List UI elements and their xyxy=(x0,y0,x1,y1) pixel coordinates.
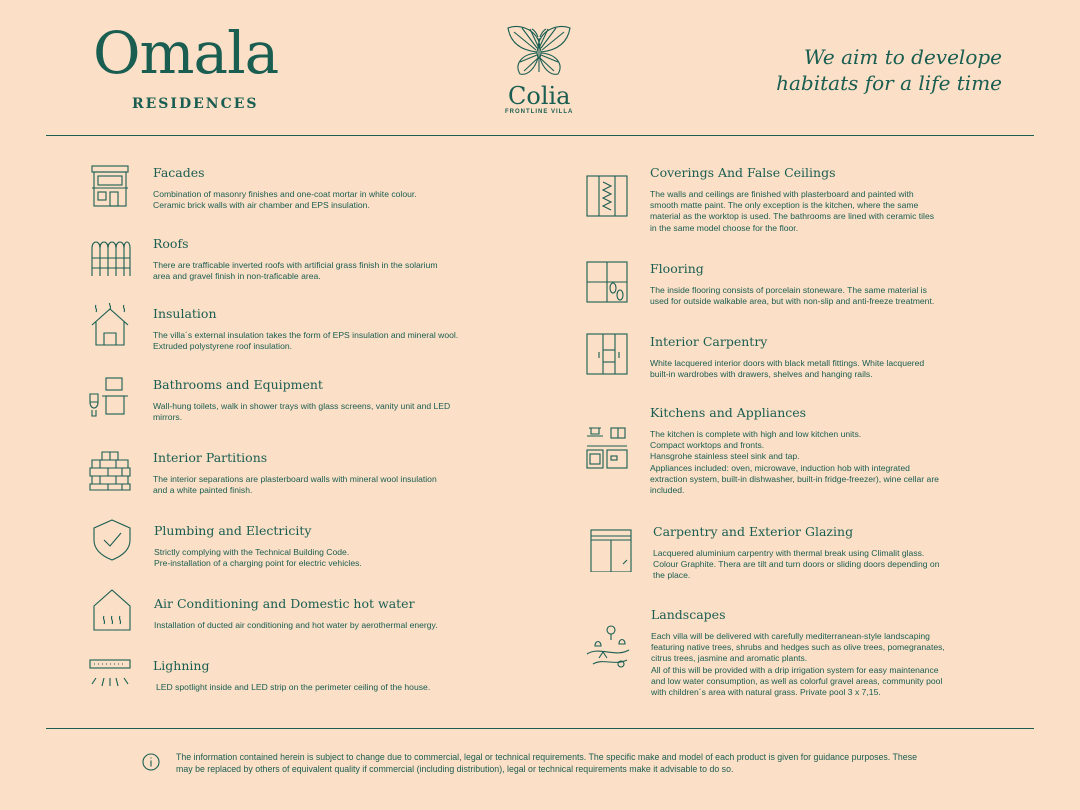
feature-title: Bathrooms and Equipment xyxy=(153,377,323,392)
brick-wall-icon xyxy=(88,448,132,492)
wall-covering-icon xyxy=(585,174,629,218)
tagline-line2: habitats for a life time xyxy=(776,71,1002,95)
feature-title: Air Conditioning and Domestic hot water xyxy=(154,596,415,611)
feature-text: The walls and ceilings are finished with plasterboard and painted with smooth matte paint. The only exception is the kitchen, where the same material as the worktop is used. The bathrooms are lined with ceramic tiles in the same model choose for the floor. xyxy=(650,189,935,233)
feature-title: Facades xyxy=(153,165,205,180)
feature-lighting xyxy=(153,658,493,693)
feature-title: Plumbing and Electricity xyxy=(154,523,312,538)
omala-logo: Omala xyxy=(93,19,279,87)
feature-text: The kitchen is complete with high and low kitchen units. Compact worktops and fronts. Hansgrohe stainless steel sink and tap. Appliances included: oven, microwave, induction hob with integrated extraction system, built-in dishwasher, built-in fridge-freezer), wine cellar are included. xyxy=(650,429,939,496)
top-divider xyxy=(46,135,1034,136)
house-heat-icon xyxy=(88,303,132,347)
feature-text: Combination of masonry finishes and one-coat mortar in white colour. Ceramic brick walls with air chamber and EPS insulation. xyxy=(153,189,417,211)
kitchen-icon xyxy=(585,426,629,470)
led-light-icon xyxy=(88,656,132,690)
feature-landscapes xyxy=(651,607,1001,698)
feature-air-conditioning xyxy=(154,596,494,631)
feature-title: Interior Partitions xyxy=(153,450,268,465)
colia-logo: Colia xyxy=(508,82,571,110)
feature-kitchen xyxy=(650,405,990,496)
shield-check-icon xyxy=(90,518,134,562)
feature-title: Insulation xyxy=(153,306,217,321)
feature-text: Installation of ducted air conditioning and hot water by aerothermal energy. xyxy=(154,620,438,630)
feature-text: Each villa will be delivered with carefully mediterranean-style landscaping featuring native trees, shrubs and hedges such as olive trees, pomegranates, citrus trees, jasmine and aromatic plants. All of this will be provided with a drip irrigation system for easy maintenance and low water consumption, as well as colorful gravel areas, community pool with children´s area with natural grass. Private pool 3 x 7,15. xyxy=(651,631,945,698)
feature-partitions xyxy=(153,450,493,496)
feature-text: There are trafficable inverted roofs with artificial grass finish in the solarium area and gravel finish in non-traficable area. xyxy=(153,260,438,282)
feature-text: LED spotlight inside and LED strip on the perimeter ceiling of the house. xyxy=(156,682,431,692)
info-icon xyxy=(142,753,160,771)
feature-title: Kitchens and Appliances xyxy=(650,405,807,420)
facade-icon xyxy=(88,164,132,208)
feature-text: White lacquered interior doors with black metall fittings. White lacquered built-in wardrobes with drawers, shelves and hanging rails. xyxy=(650,358,925,380)
feature-coverings xyxy=(650,165,990,234)
feature-text: The villa´s external insulation takes the form of EPS insulation and mineral wool. Extruded polystyrene roof insulation. xyxy=(153,330,459,352)
feature-title: Interior Carpentry xyxy=(650,334,768,349)
feature-exterior-glazing xyxy=(653,524,993,582)
window-icon xyxy=(589,528,633,572)
feature-title: Flooring xyxy=(650,261,704,276)
feature-roofs xyxy=(153,236,493,282)
house-heating-icon xyxy=(90,588,134,632)
feature-text: Wall-hung toilets, walk in shower trays with glass screens, vanity unit and LED mirrors. xyxy=(153,401,451,423)
wardrobe-icon xyxy=(585,332,629,376)
colia-subtitle: FRONTLINE VILLA xyxy=(505,109,574,115)
floor-tiles-icon xyxy=(585,260,629,304)
feature-plumbing xyxy=(154,523,494,569)
residences-label: RESIDENCES xyxy=(132,96,259,112)
feature-facades xyxy=(153,165,493,211)
feature-title: Lighning xyxy=(153,658,210,673)
feature-bathrooms xyxy=(153,377,493,423)
landscape-icon xyxy=(585,624,631,670)
feature-interior-carpentry xyxy=(650,334,990,380)
disclaimer-text: The information contained herein is subject to change due to commercial, legal or technical requirements. The specific make and model of each product is given for guidance purposes. These may be replaced by others of equivalent quality if commercial (including distribution), legal or technical requirements make it advisable to do so. xyxy=(176,752,917,774)
feature-text: Strictly complying with the Technical Building Code. Pre-installation of a charging point for electric vehicles. xyxy=(154,547,362,569)
feature-text: The inside flooring consists of porcelain stoneware. The same material is used for outside walkable area, but with non-slip and anti-freeze treatment. xyxy=(650,285,935,307)
butterfly-icon xyxy=(504,24,574,80)
bottom-divider xyxy=(46,728,1034,729)
tagline-line1: We aim to develope xyxy=(803,45,1002,69)
feature-title: Landscapes xyxy=(651,607,726,622)
feature-title: Roofs xyxy=(153,236,189,251)
feature-title: Carpentry and Exterior Glazing xyxy=(653,524,854,539)
roof-tiles-icon xyxy=(88,234,132,278)
feature-insulation xyxy=(153,306,513,352)
feature-title: Coverings And False Ceilings xyxy=(650,165,836,180)
feature-flooring xyxy=(650,261,990,307)
feature-text: The interior separations are plasterboard walls with mineral wool insulation and a white painted finish. xyxy=(153,474,437,496)
feature-text: Lacquered aluminium carpentry with thermal break using Climalit glass. Colour Graphite. Thera are tilt and turn doors or sliding doors depending on the place. xyxy=(653,548,940,581)
tagline xyxy=(776,44,1002,96)
bathroom-icon xyxy=(86,374,130,418)
